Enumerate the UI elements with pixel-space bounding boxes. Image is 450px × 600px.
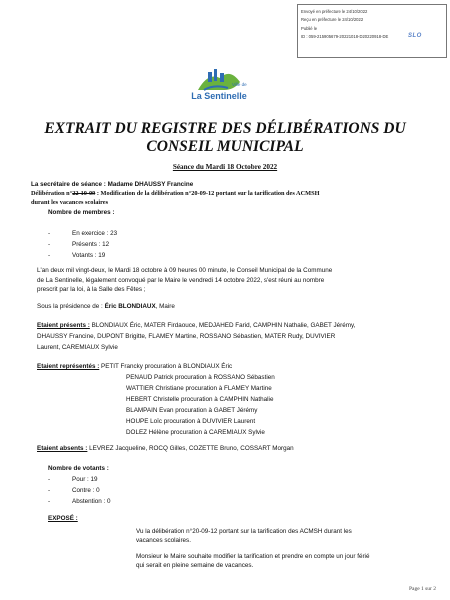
representes-name: PETIT Francky procuration à BLONDIAUX Éric	[99, 363, 233, 370]
document-title: EXTRAIT DU REGISTRE DES DÉLIBÉRATIONS DU CONSEIL MUNICIPAL	[44, 120, 406, 155]
presents-names: BLONDIAUX Éric, MATER Firdaouce, MEDJAHED Farid, CAMPHIN Nathalie, GABET Jérémy,	[89, 322, 356, 329]
deliberation-prefix: Délibération n°	[31, 190, 73, 197]
votants-bullet: -	[48, 487, 51, 494]
expose-p2-line: qui serait en pleine semaine de vacances.	[136, 562, 254, 569]
absents-line	[37, 445, 294, 454]
stamp-signature: SLO	[408, 33, 422, 39]
representes-line: BLAMPAIN Evan procuration à GABET Jérémy	[126, 407, 258, 414]
membres-exercice: En exercice : 23	[72, 230, 118, 237]
presents-line-1	[37, 322, 355, 331]
stamp-line-id: ID : 059-215905679-20221018-D20220918-DE	[301, 34, 389, 40]
logo-name: La Sentinelle	[191, 91, 247, 101]
page-number: Page 1 sur 2	[408, 586, 436, 592]
representes-line: PENAUD Patrick procuration à ROSSANO Sébastien	[126, 374, 275, 381]
membres-bullet: -	[48, 252, 51, 259]
expose-label: EXPOSÉ :	[48, 515, 78, 522]
votants-pour: Pour : 19	[72, 476, 98, 483]
membres-bullet: -	[48, 241, 51, 248]
votants-bullet: -	[48, 476, 51, 483]
presidence-line	[37, 303, 175, 312]
intro-line: de La Sentinelle, légalement convoqué par le Maire le vendredi 14 octobre 2022, s'est réuni au nombre	[37, 276, 325, 284]
deliberation-text: : Modification de la délibération n°20-09-12 portant sur la tarification des ACMSH	[95, 190, 320, 197]
stamp-line-sent: Envoyé en préfecture le 24/10/2022	[301, 9, 368, 14]
logo-small-text: Ville de	[232, 82, 247, 87]
expose-p1-line: Vu la délibération n°20-09-12 portant sur la tarification des ACMSH durant les	[136, 528, 352, 535]
presents-line-2: DHAUSSY Francine, DUPONT Brigitte, FLAMEY Martine, ROSSANO Sébastien, MATER Rudy, DUVIVIER	[37, 333, 336, 340]
deliberation-number: 22-10-09	[72, 190, 96, 197]
prefecture-stamp	[297, 4, 447, 58]
representes-line: WATTIER Christiane procuration à FLAMEY Martine	[126, 385, 272, 392]
presents-label: Etaient présents :	[37, 322, 90, 329]
deliberation-title	[31, 190, 319, 199]
deliberation-title-line2: durant les vacances scolaires	[31, 199, 109, 206]
membres-label: Nombre de membres :	[48, 209, 115, 216]
intro-paragraph	[37, 266, 420, 295]
votants-contre: Contre : 0	[72, 487, 100, 494]
votants-bullet: -	[48, 498, 51, 505]
representes-line: DOLEZ Hélène procuration à CAREMIAUX Sylvie	[126, 429, 265, 436]
intro-line: L'an deux mil vingt-deux, le Mardi 18 octobre à 09 heures 00 minute, le Conseil Municipal de la Commune	[37, 267, 333, 274]
membres-votants: Votants : 19	[72, 252, 106, 259]
absents-label: Etaient absents :	[37, 445, 88, 452]
membres-bullet: -	[48, 230, 51, 237]
seance-date: Séance du Mardi 18 Octobre 2022	[172, 163, 278, 171]
intro-line: prescrit par la loi, à la Salle des Fêtes ;	[37, 286, 146, 293]
membres-presents: Présents : 12	[72, 241, 110, 248]
presidence-name: Éric BLONDIAUX	[104, 303, 156, 310]
representes-line: HEBERT Christelle procuration à CAMPHIN Nathalie	[126, 396, 274, 403]
expose-p2-line: Monsieur le Maire souhaite modifier la tarification et prendre en compte un jour férié	[136, 553, 370, 560]
representes-line: HOUPE Loïc procuration à DUVIVIER Laurent	[126, 418, 256, 425]
stamp-line-published: Publié le	[301, 25, 318, 31]
secretary-line: La secrétaire de séance : Madame DHAUSSY Francine	[31, 181, 194, 188]
votants-label: Nombre de votants :	[48, 465, 109, 472]
votants-abstention: Abstention : 0	[72, 498, 111, 505]
representes-line-1	[37, 363, 232, 372]
presidence-suffix: , Maire	[155, 303, 175, 310]
stamp-line-received: Reçu en préfecture le 24/10/2022	[301, 17, 364, 23]
absents-names: LEVREZ Jacqueline, ROCQ Gilles, COZETTE Bruno, COSSART Morgan	[87, 445, 294, 452]
expose-p1-line: vacances scolaires.	[136, 537, 191, 544]
presidence-prefix: Sous la présidence de :	[37, 303, 105, 310]
presents-line-3: Laurent, CAREMIAUX Sylvie	[37, 344, 118, 351]
representes-label: Etaient représentés :	[37, 363, 100, 370]
